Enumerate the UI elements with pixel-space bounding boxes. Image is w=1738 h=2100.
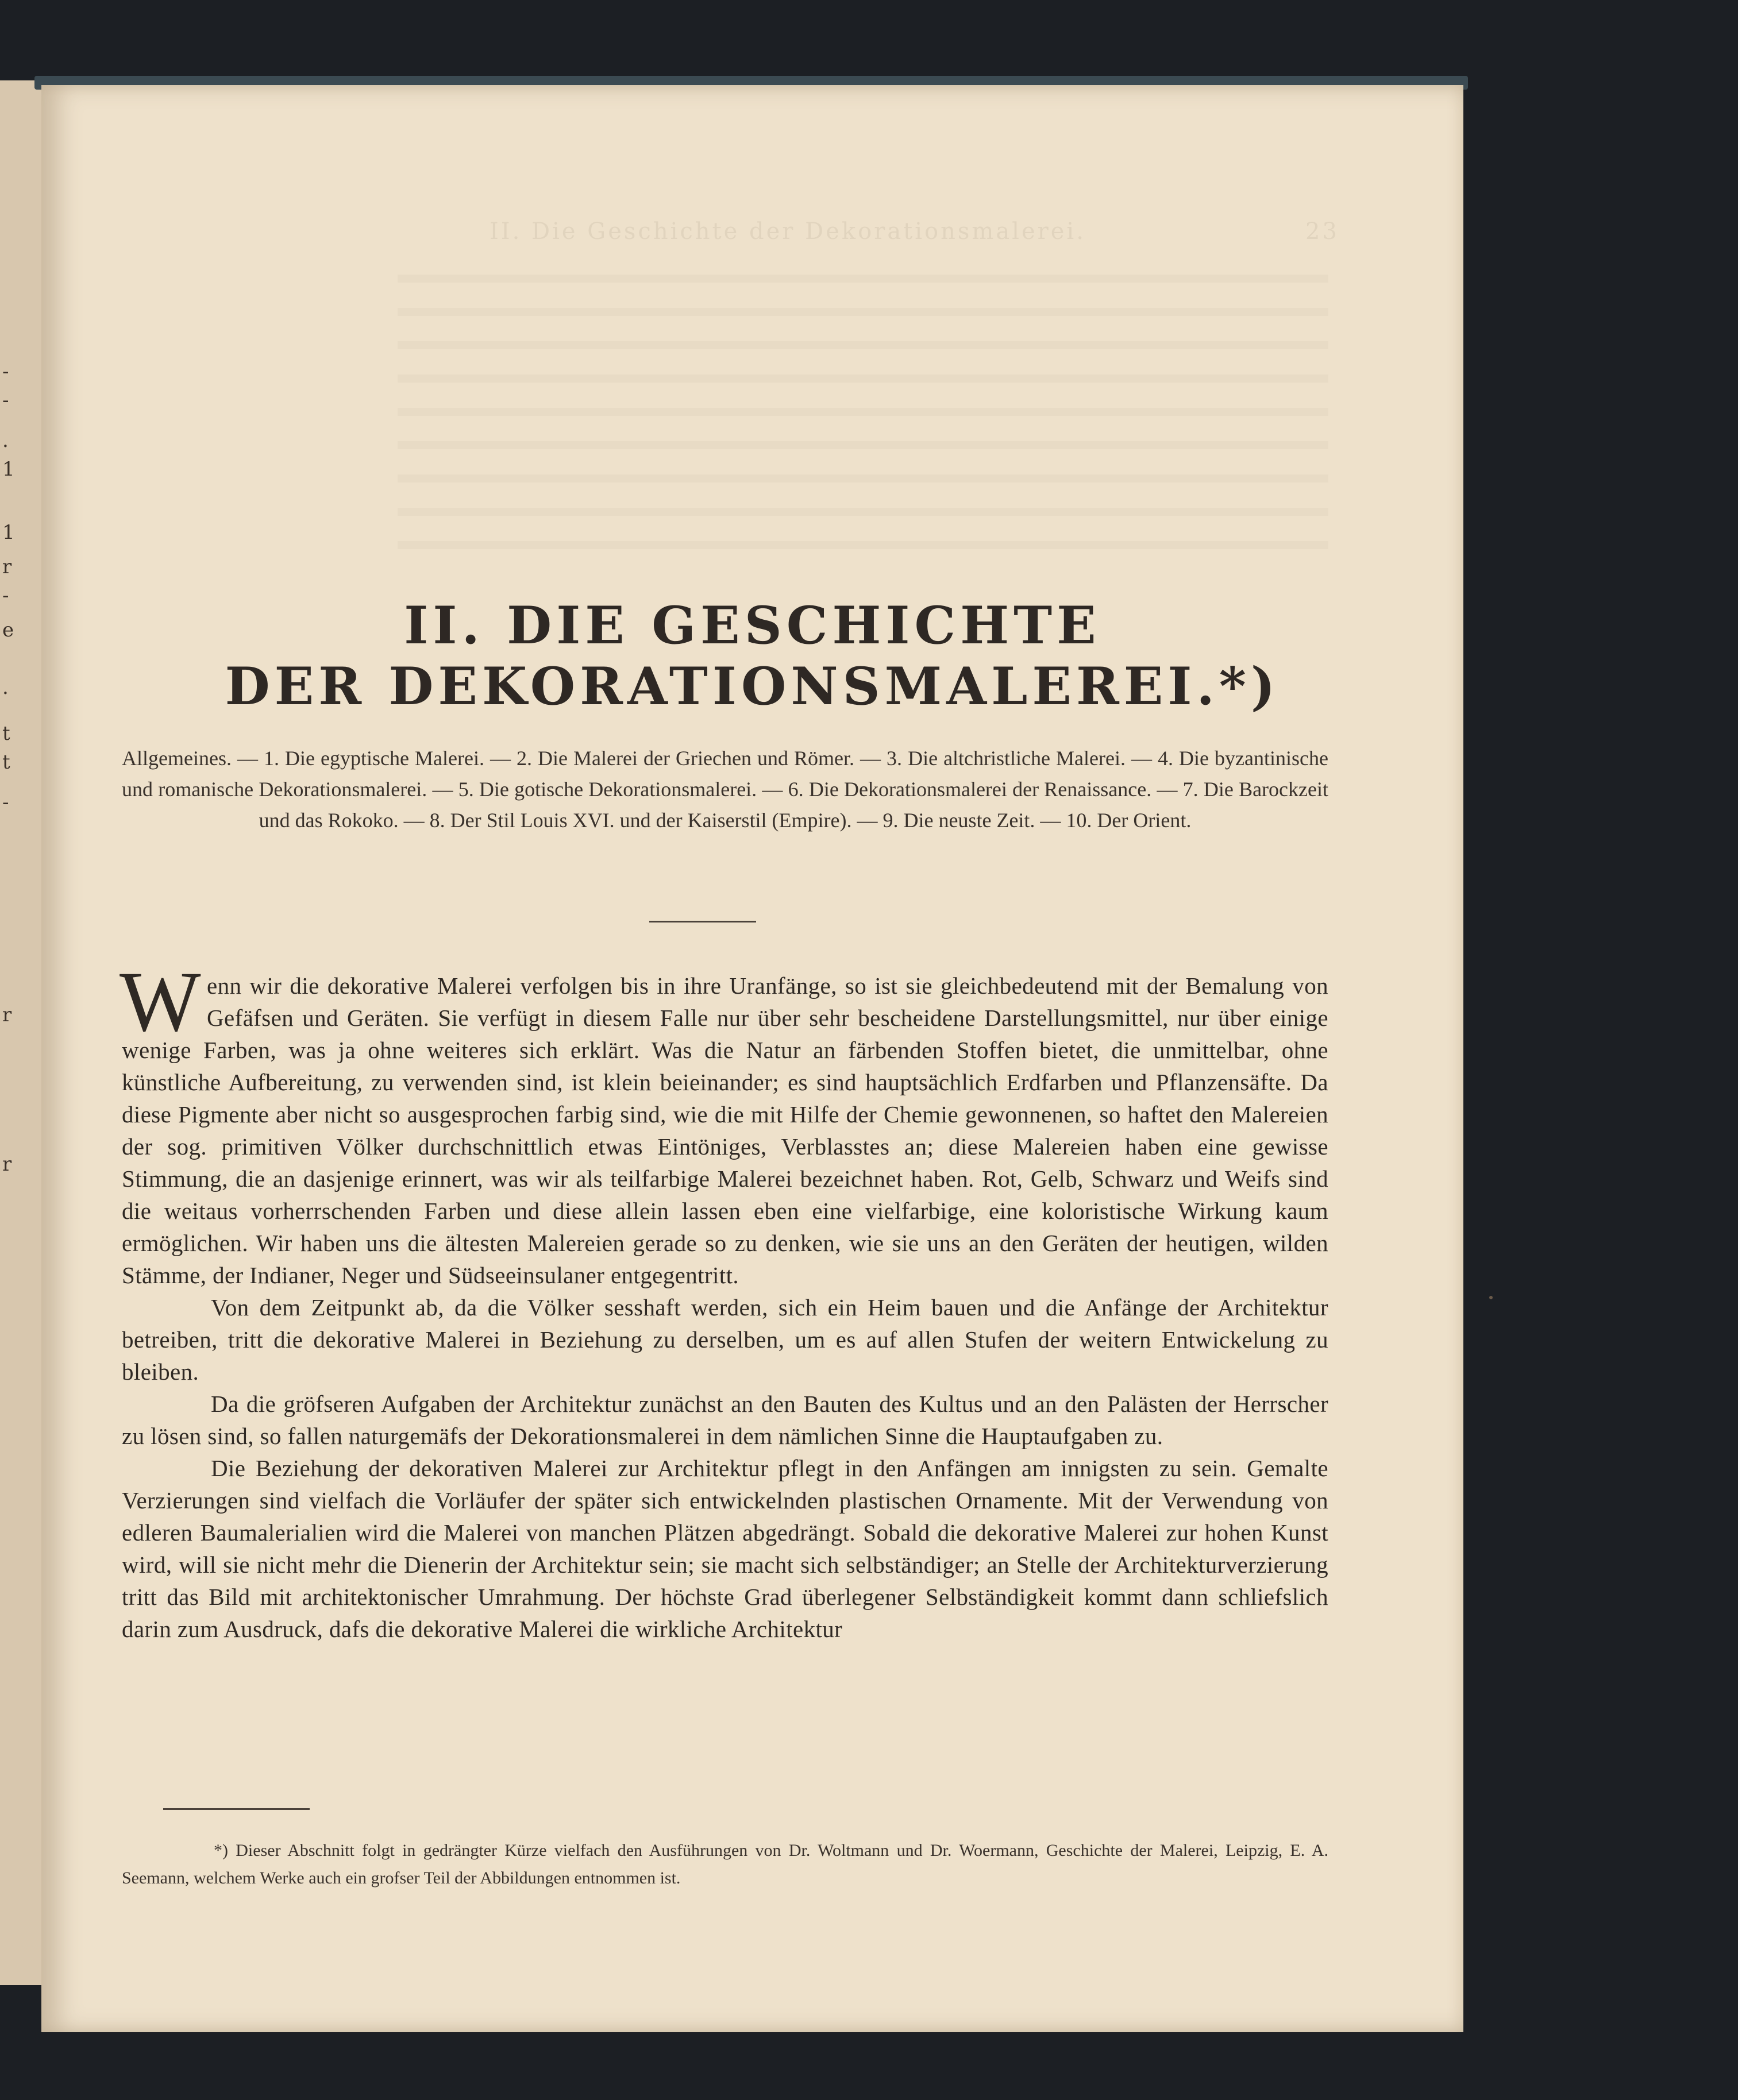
drop-cap: W	[120, 954, 201, 1049]
left-fragment: .	[2, 676, 9, 699]
left-fragment: -	[2, 584, 9, 607]
left-fragment: r	[2, 555, 12, 578]
paragraph-2: Von dem Zeitpunkt ab, da die Völker sesshaft werden, sich ein Heim bauen und die Anfänge der Architektur betreiben, tritt die dekorative Malerei in Beziehung zu derselben, um es auf allen Stufen der weitern Entwickelung zu bleiben.	[122, 1294, 1328, 1385]
left-fragment: -	[2, 360, 9, 383]
left-fragment: r	[2, 1003, 12, 1026]
footnote-rule	[163, 1808, 310, 1810]
left-fragment: .	[2, 429, 9, 452]
bleedthrough-lines	[398, 275, 1328, 574]
paragraph-1	[120, 954, 1328, 1291]
chapter-title-line-2: DER DEKORATIONSMALEREI.*)	[225, 656, 1280, 717]
bleedthrough-line	[398, 441, 1328, 449]
bleedthrough-line	[398, 375, 1328, 383]
bleedthrough-line	[398, 308, 1328, 316]
left-fragment: e	[2, 619, 14, 642]
paragraph-3: Da die gröfseren Aufgaben der Architektur zunächst an den Bauten des Kultus und an den Palästen der Herrscher zu lösen sind, so fallen naturgemäfs der Dekorationsmalerei in dem nämlichen Sinne die Hauptaufgaben zu.	[122, 1391, 1328, 1449]
running-head-bleedthrough	[490, 218, 1351, 245]
left-fragment: 1	[2, 458, 15, 481]
bleedthrough-line	[398, 474, 1328, 482]
bleedthrough-line	[398, 341, 1328, 349]
section-divider	[649, 921, 756, 922]
bleedthrough-line	[398, 408, 1328, 416]
running-head-text: II. Die Geschichte der Dekorationsmalerei.	[490, 218, 1086, 245]
left-fragment: t	[2, 751, 10, 774]
bleedthrough-line	[398, 508, 1328, 516]
chapter-summary: Allgemeines. — 1. Die egyptische Malerei. — 2. Die Malerei der Griechen und Römer. — 3. Die altchristliche Malerei. — 4. Die byzantinische und romanische Dekorationsmalerei. — 5. Die gotische Dekorationsmalerei. — 6. Die Dekorationsmalerei der Renaissance. — 7. Die Barockzeit und das Rokoko. — 8. Der Stil Louis XVI. und der Kaiserstil (Empire). — 9. Die neuste Zeit. — 10. Der Orient.	[122, 747, 1328, 832]
left-fragment: -	[2, 791, 9, 814]
page-number: 23	[1305, 218, 1339, 245]
left-fragment: t	[2, 722, 10, 745]
book-page	[41, 85, 1463, 2032]
paragraph-1-text: enn wir die dekorative Malerei verfolgen bis in ihre Uranfänge, so ist sie gleichbedeutend mit der Bemalung von Gefäfsen und Geräten. Sie verfügt in diesem Falle nur über sehr bescheidene Darstellungsmittel, nur über einige wenige Farben, was ja ohne weiteres sich erklärt. Was die Natur an färbenden Stoffen bietet, die unmittelbar, ohne künstliche Aufbereitung, zu verwenden sind, ist klein beieinander; es sind hauptsächlich Erdfarben und Pflanzensäfte. Da diese Pigmente aber nicht so ausgesprochen farbig sind, wie die mit Hilfe der Chemie gewonnenen, so haftet den Malereien der sog. primitiven Völker durchschnittlich etwas Eintöniges, Verblasstes an; diese Malereien haben eine gewisse Stimmung, die an dasjenige erinnert, was wir als teilfarbige Malerei bezeichnet haben. Rot, Gelb, Schwarz und Weifs sind die weitaus vorherrschenden Farben und diese allein lassen eben eine vielfarbige, eine koloristische Wirkung kaum ermöglichen. Wir haben uns die ältesten Malereien gerade so zu denken, wie sie uns an den Geräten der heutigen, wilden Stämme, der Indianer, Neger und Südseeinsulaner entgegentritt.	[122, 972, 1328, 1288]
bleedthrough-line	[398, 541, 1328, 549]
paper-speck	[1489, 1296, 1493, 1299]
paragraph-4: Die Beziehung der dekorativen Malerei zur Architektur pflegt in den Anfängen am innigsten zu sein. Gemalte Verzierungen sind vielfach die Vorläufer der später sich entwickelnden plastischen Ornamente. Mit der Verwendung von edleren Baumalerialien wird die Malerei von manchen Plätzen abgedrängt. Sobald die dekorative Malerei zur hohen Kunst wird, will sie nicht mehr die Dienerin der Architektur sein; sie macht sich selbständiger; an Stelle der Architekturverzierung tritt das Bild mit architektonischer Umrahmung. Der höchste Grad überlegener Selbständigkeit kommt dann schliefslich darin zum Ausdruck, dafs die dekorative Malerei die wirkliche Architektur	[122, 1455, 1328, 1642]
bleedthrough-line	[398, 275, 1328, 283]
left-fragment: r	[2, 1153, 12, 1176]
body-text	[120, 954, 1328, 1645]
left-fragment: 1	[2, 521, 15, 544]
chapter-title-line-1: II. DIE GESCHICHTE	[404, 595, 1101, 656]
left-fragment: -	[2, 389, 9, 412]
footnote: *) Dieser Abschnitt folgt in gedrängter Kürze vielfach den Ausführungen von Dr. Woltmann und Dr. Woermann, Geschichte der Malerei, Leipzig, E. A. Seemann, welchem Werke auch ein grofser Teil der Abbildungen entnommen ist.	[122, 1841, 1328, 1887]
